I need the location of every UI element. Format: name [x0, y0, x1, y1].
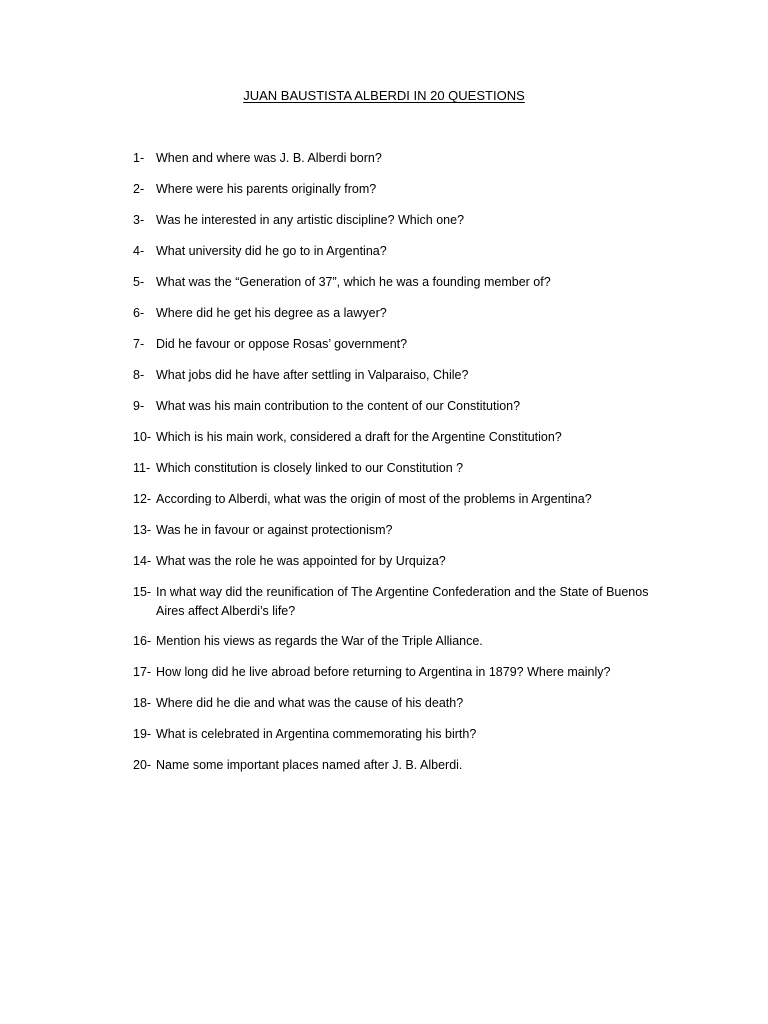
question-number: 9- — [133, 399, 145, 413]
question-number: 14- — [133, 554, 152, 568]
question-number: 1- — [133, 151, 145, 165]
question-item — [133, 211, 653, 230]
question-number: 16- — [133, 634, 152, 648]
question-item — [133, 725, 653, 744]
question-item — [133, 304, 653, 323]
question-number: 13- — [133, 523, 152, 537]
question-text: Which is his main work, considered a draft for the Argentine Constitution? — [156, 430, 562, 444]
question-number: 12- — [133, 492, 152, 506]
question-text: When and where was J. B. Alberdi born? — [156, 151, 382, 165]
question-text: How long did he live abroad before returning to Argentina in 1879? Where mainly? — [156, 665, 611, 679]
question-number: 10- — [133, 430, 152, 444]
question-number: 19- — [133, 727, 152, 741]
question-item — [133, 366, 653, 385]
question-text: What is celebrated in Argentina commemorating his birth? — [156, 727, 477, 741]
question-text: What university did he go to in Argentina? — [156, 244, 387, 258]
question-item — [133, 583, 653, 621]
question-number: 4- — [133, 244, 145, 258]
question-item — [133, 242, 653, 261]
question-text: Where did he die and what was the cause of his death? — [156, 696, 464, 710]
question-text: What was the “Generation of 37”, which he was a founding member of? — [156, 275, 551, 289]
question-item — [133, 756, 653, 775]
question-text: Did he favour or oppose Rosas’ government? — [156, 337, 408, 351]
question-text: According to Alberdi, what was the origin of most of the problems in Argentina? — [156, 492, 592, 506]
question-text: Was he interested in any artistic discipline? Which one? — [156, 213, 465, 227]
question-text: In what way did the reunification of The Argentine Confederation and the State of Buenos Aires affect Alberdi’s life? — [156, 585, 649, 618]
question-item — [133, 663, 653, 682]
question-item — [133, 552, 653, 571]
question-text: What was his main contribution to the content of our Constitution? — [156, 399, 521, 413]
question-number: 11- — [133, 461, 151, 475]
question-text: What jobs did he have after settling in Valparaiso, Chile? — [156, 368, 469, 382]
question-number: 6- — [133, 306, 145, 320]
question-text: Name some important places named after J. B. Alberdi. — [156, 758, 463, 772]
question-number: 2- — [133, 182, 145, 196]
question-item — [133, 149, 653, 168]
question-text: What was the role he was appointed for by Urquiza? — [156, 554, 446, 568]
question-item — [133, 397, 653, 416]
question-item — [133, 335, 653, 354]
question-item — [133, 428, 653, 447]
question-item — [133, 694, 653, 713]
question-item — [133, 632, 653, 651]
question-text: Which constitution is closely linked to our Constitution ? — [156, 461, 464, 475]
question-number: 20- — [133, 758, 152, 772]
question-item — [133, 521, 653, 540]
question-text: Where did he get his degree as a lawyer? — [156, 306, 387, 320]
question-text: Mention his views as regards the War of the Triple Alliance. — [156, 634, 483, 648]
question-number: 15- — [133, 585, 152, 599]
question-text: Was he in favour or against protectionism? — [156, 523, 393, 537]
question-number: 17- — [133, 665, 152, 679]
page-title: JUAN BAUSTISTA ALBERDI IN 20 QUESTIONS — [243, 88, 525, 103]
question-item — [133, 490, 653, 509]
question-number: 8- — [133, 368, 145, 382]
question-text: Where were his parents originally from? — [156, 182, 377, 196]
question-item — [133, 273, 653, 292]
question-number: 5- — [133, 275, 145, 289]
question-number: 7- — [133, 337, 145, 351]
question-number: 3- — [133, 213, 145, 227]
question-item — [133, 180, 653, 199]
question-item — [133, 459, 653, 478]
question-list — [133, 149, 653, 787]
question-number: 18- — [133, 696, 152, 710]
